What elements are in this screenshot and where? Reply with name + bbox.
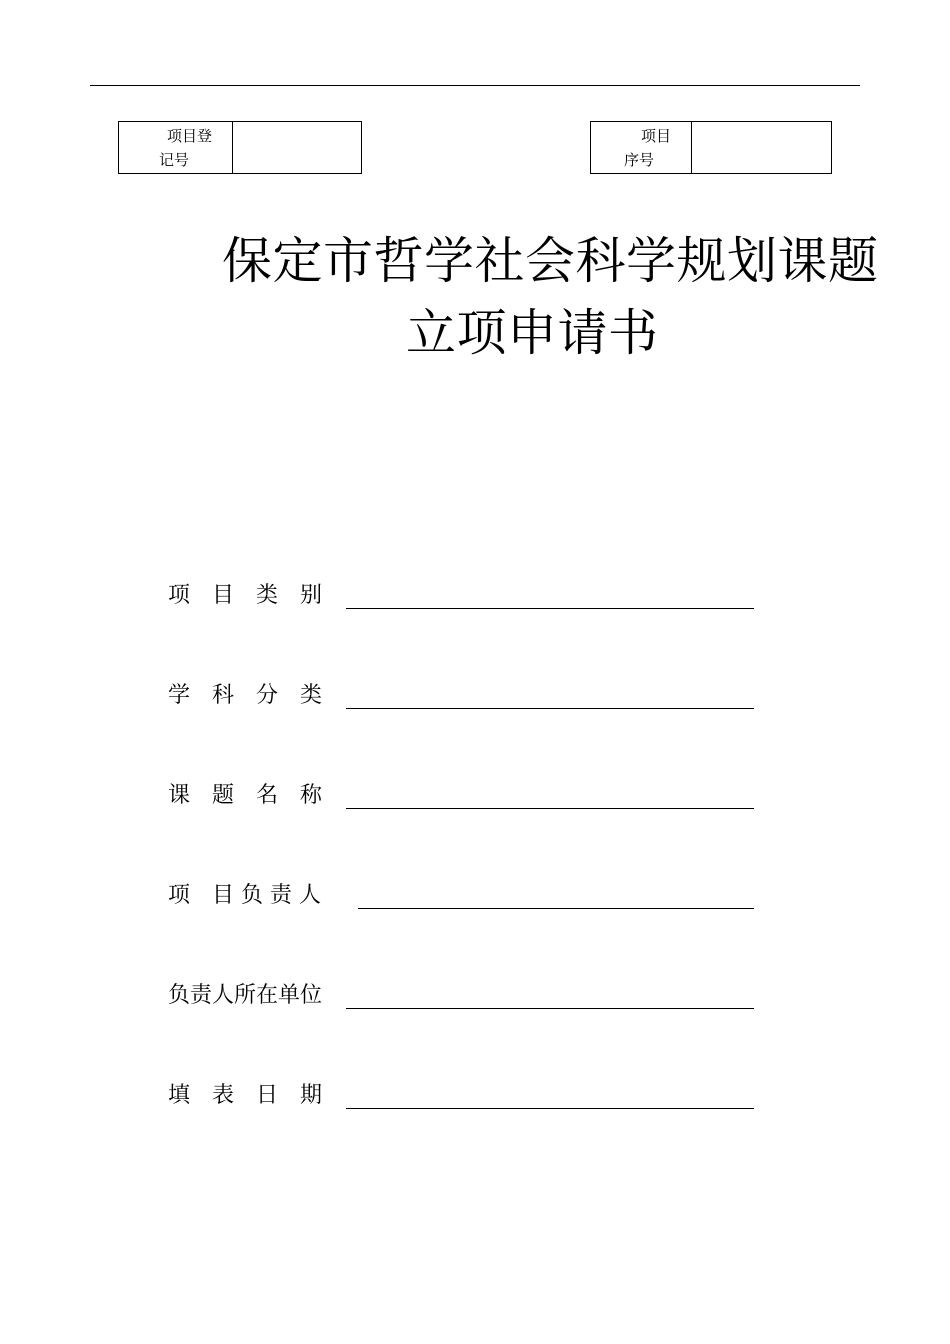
registration-label-line2: 记号: [159, 151, 190, 169]
field-discipline: [168, 680, 322, 710]
field-fill-date: [168, 1080, 322, 1110]
document-title: [222, 228, 879, 366]
header-rule: [90, 85, 860, 86]
field-label: 负责人所在单位: [168, 983, 323, 1008]
field-label: 项 目 负 责 人: [168, 883, 321, 908]
serial-number-label: [591, 122, 692, 173]
field-label: 学 科 分 类: [168, 683, 323, 708]
serial-number-box: [590, 121, 832, 174]
field-discipline-input[interactable]: [346, 682, 754, 709]
field-label: 课 题 名 称: [168, 783, 323, 808]
field-fill-date-input[interactable]: [346, 1082, 754, 1109]
serial-label-line1: 项目: [641, 127, 672, 145]
registration-number-box: [118, 121, 362, 174]
registration-number-field[interactable]: [233, 122, 361, 173]
field-project-category-input[interactable]: [346, 582, 754, 609]
field-topic-name: [168, 780, 322, 810]
field-label: 项 目 类 别: [168, 583, 323, 608]
field-project-category: [168, 580, 322, 610]
field-topic-name-input[interactable]: [346, 782, 754, 809]
field-leader-unit-input[interactable]: [346, 982, 754, 1009]
field-project-leader-input[interactable]: [358, 882, 754, 909]
registration-number-label: [119, 122, 233, 173]
title-line-1: 保定市哲学社会科学规划课题: [222, 232, 879, 290]
field-leader-unit: [168, 980, 322, 1010]
serial-label-line2: 序号: [624, 151, 655, 169]
serial-number-field[interactable]: [692, 122, 831, 173]
field-label: 填 表 日 期: [168, 1083, 323, 1108]
registration-label-line1: 项目登: [167, 127, 213, 145]
title-line-2: 立项申请书: [406, 304, 659, 362]
field-project-leader: [168, 880, 321, 910]
